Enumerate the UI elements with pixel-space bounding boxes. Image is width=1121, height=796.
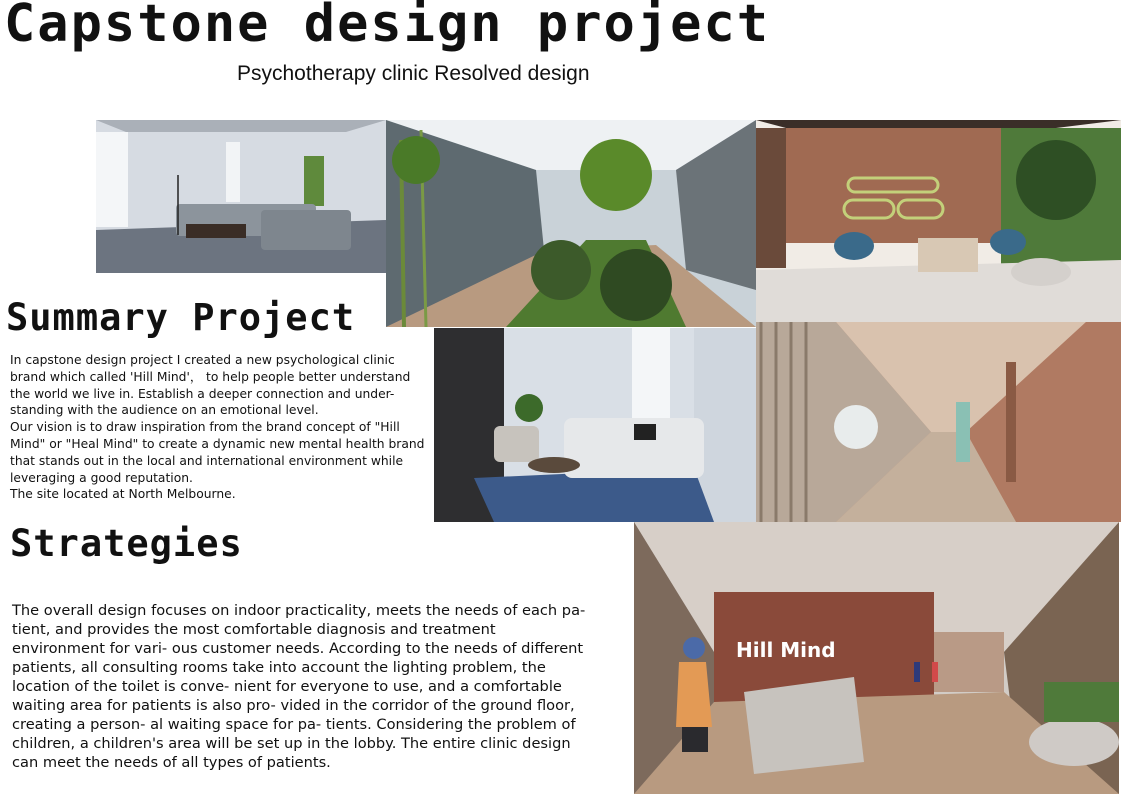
strategies-heading: Strategies <box>10 522 243 565</box>
render-lounge-shelves <box>756 120 1121 322</box>
strategies-body: The overall design focuses on indoor practicality, meets the needs of each pa- tient, and provides the most comfortable diagnosis and treatment environment for vari- ous customer needs. According to the needs of different patients, all consulting rooms take into account the lighting problem, the location of the toilet is conve- nient for everyone to use, and a comfortable waiting area for patients is also pro- vided in the corridor of the ground floor, creating a person- al waiting space for pa- tients. Considering the problem of children, a children's area will be set up in the lobby. The entire clinic design can meet the needs of all types of patients. <box>12 602 586 771</box>
summary-paragraph: The site located at North Melbourne. <box>10 487 236 502</box>
page-title: Capstone design project <box>4 0 771 54</box>
summary-body <box>10 352 430 503</box>
summary-paragraph: Our vision is to draw inspiration from the brand concept of "Hill Mind" or "Heal Mind" to create a dynamic new mental health brand that stands out in the local and international environment while leveraging a good reputation. <box>10 420 425 485</box>
render-consulting-room <box>434 328 756 522</box>
summary-heading: Summary Project <box>6 296 356 339</box>
render-slatted-corridor <box>756 322 1121 522</box>
reception-sign: Hill Mind <box>736 638 836 662</box>
summary-paragraph: In capstone design project I created a new psychological clinic brand which called 'Hill Mind'， to help people better understand the world we live in. Establish a deeper connection and under- standing with the audience on an emotional level. <box>10 353 411 418</box>
render-courtyard-corridor <box>386 120 756 327</box>
render-reception-lobby <box>634 522 1119 794</box>
render-living-room <box>96 120 386 273</box>
page-subtitle: Psychotherapy clinic Resolved design <box>237 62 590 85</box>
